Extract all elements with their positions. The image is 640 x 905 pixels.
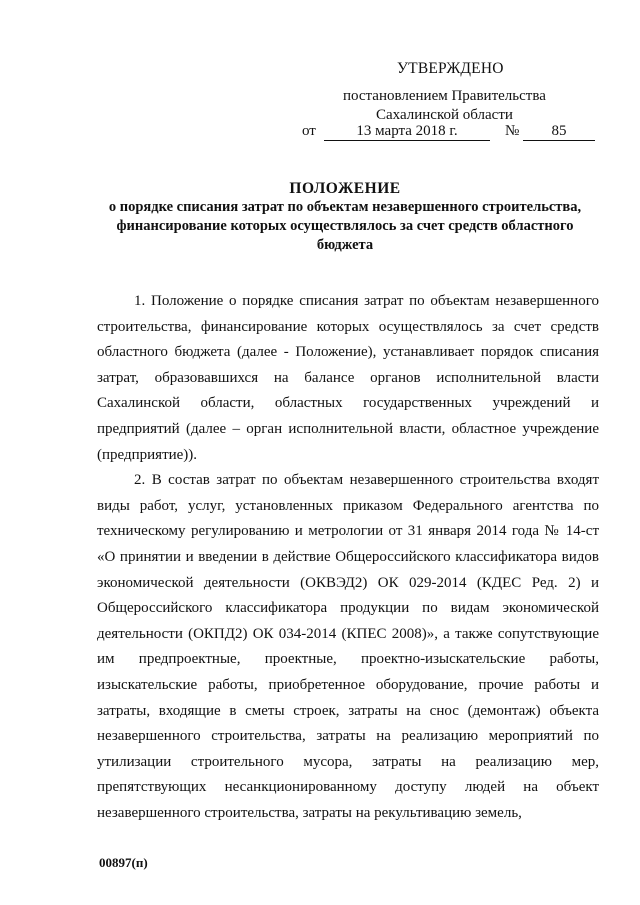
number-prefix-label: № <box>505 123 520 139</box>
decree-number: 85 <box>523 123 595 141</box>
title-main: ПОЛОЖЕНИЕ <box>289 180 401 197</box>
document-title <box>95 179 595 255</box>
title-subtitle: о порядке списания затрат по объектам незавершенного строительства, финансирование которых осуществлялось за счет средств областного бюджета <box>108 199 582 253</box>
document-body <box>97 289 599 826</box>
approved-stamp-text: УТВЕРЖДЕНО <box>397 60 504 77</box>
paragraph-2: 2. В состав затрат по объектам незавершенного строительства входят виды работ, услуг, установленных приказом Федерального агентства по техническому регулированию и метрологии от 31 января 2014 года № 14-ст «О принятии и введении в действие Общероссийского классификатора видов экономической деятельности (ОКВЭД2) ОК 029-2014 (КДЕС Ред. 2) и Общероссийского классификатора продукции по видам экономической деятельности (ОКПД2) ОК 034-2014 (КПЕС 2008)», а также сопутствующие им предпроектные, проектные, проектно-изыскательские работы, изыскательские работы, приобретенное оборудование, прочие работы и затраты, входящие в сметы строек, затраты на снос (демонтаж) объекта незавершенного строительства, затраты на реализацию мероприятий по утилизации строительного мусора, затраты на реализацию мер, препятствующих несанкционированному доступу людей на объект незавершенного строительства, затраты на рекультивацию земель, <box>97 472 599 821</box>
date-prefix-label: от <box>302 123 316 139</box>
document-code: 00897(п) <box>99 855 148 870</box>
decree-date: 13 марта 2018 г. <box>324 123 490 141</box>
decree-text: постановлением Правительства <box>343 88 546 104</box>
region-text: Сахалинской области <box>376 107 513 123</box>
paragraph-1: 1. Положение о порядке списания затрат по объектам незавершенного строительства, финансирование которых осуществлялось за счет средств областного бюджета (далее - Положение), устанавливает порядок списания затрат, образовавшихся на балансе органов исполнительной власти Сахалинской области, областных государственных учреждений и предприятий (далее – орган исполнительной власти, областное учреждение (предприятие)). <box>97 293 599 463</box>
